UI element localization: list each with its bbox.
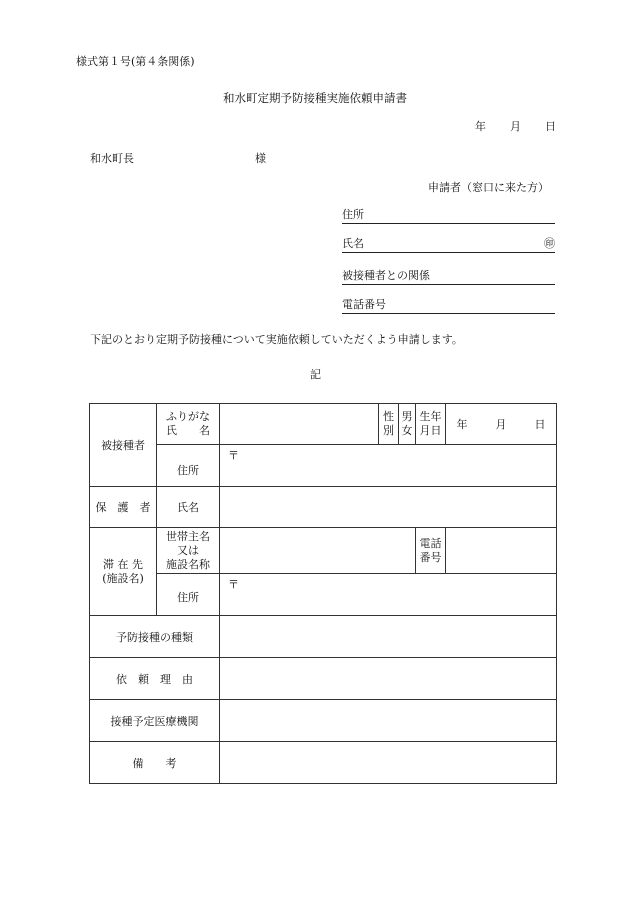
guardian-name-label: 氏名 [157,487,220,528]
application-table [89,403,557,784]
applicant-relation-field[interactable] [342,269,555,285]
birth-date-label: 生年 月日 [416,404,446,445]
stay-label: 滞 在 先 (施設名) [90,528,157,616]
birth-day-label: 日 [534,418,546,431]
applicant-name-field[interactable] [342,237,555,253]
furigana-name-label [157,404,220,445]
stay-postal-mark: 〒 [228,578,239,591]
name-label-text: 氏 名 [166,424,210,437]
postal-mark: 〒 [228,449,239,462]
recipient-name-field[interactable] [220,404,379,445]
date-day-label: 日 [545,120,556,133]
institution-field[interactable] [220,700,557,742]
birth-month-label: 月 [495,418,507,431]
birth-year-label: 年 [456,418,468,431]
sex-label: 性 別 [379,404,399,445]
remarks-field[interactable] [220,742,557,784]
date-month-label: 月 [510,120,521,133]
applicant-phone-field[interactable] [342,298,555,314]
sex-options[interactable] [399,404,416,445]
seal-mark: ㊞ [544,237,555,250]
stay-address-field[interactable] [220,574,557,616]
date-year-label: 年 [475,120,486,133]
reason-field[interactable] [220,658,557,700]
vaccine-type-label: 予防接種の種類 [90,616,220,658]
guardian-name-field[interactable] [220,487,557,528]
applicant-address-label: 住所 [342,208,364,221]
institution-label: 接種予定医療機関 [90,700,220,742]
applicant-name-label: 氏名 [342,237,364,250]
ki-mark: 記 [310,368,321,381]
page-title: 和水町定期予防接種実施依頼申請書 [223,91,407,105]
addressee-name: 和水町長 [90,152,134,165]
household-label: 世帯主名 又は 施設名称 [157,528,220,574]
recipient-address-label: 住所 [157,445,220,487]
request-text: 下記のとおり定期予防接種について実施依頼していただくよう申請します。 [90,333,463,346]
recipient-address-field[interactable] [220,445,557,487]
applicant-relation-label: 被接種者との関係 [342,269,430,282]
remarks-label: 備 考 [90,742,220,784]
stay-address-label: 住所 [157,574,220,616]
addressee-honorific: 様 [255,152,266,165]
vaccine-type-field[interactable] [220,616,557,658]
household-name-field[interactable] [220,528,416,574]
recipient-label: 被接種者 [90,404,157,487]
female-option[interactable]: 女 [401,424,413,437]
birth-date-field[interactable] [446,404,557,445]
stay-phone-field[interactable] [446,528,557,574]
male-option[interactable]: 男 [401,410,413,423]
form-number: 様式第１号(第４条関係) [76,55,195,68]
guardian-label: 保 護 者 [90,487,157,528]
applicant-address-field[interactable] [342,208,555,224]
stay-phone-label: 電話 番号 [416,528,446,574]
reason-label: 依 頼 理 由 [90,658,220,700]
furigana-label: ふりがな [166,410,210,423]
applicant-phone-label: 電話番号 [342,298,386,311]
applicant-heading: 申請者（窓口に来た方） [428,181,549,194]
